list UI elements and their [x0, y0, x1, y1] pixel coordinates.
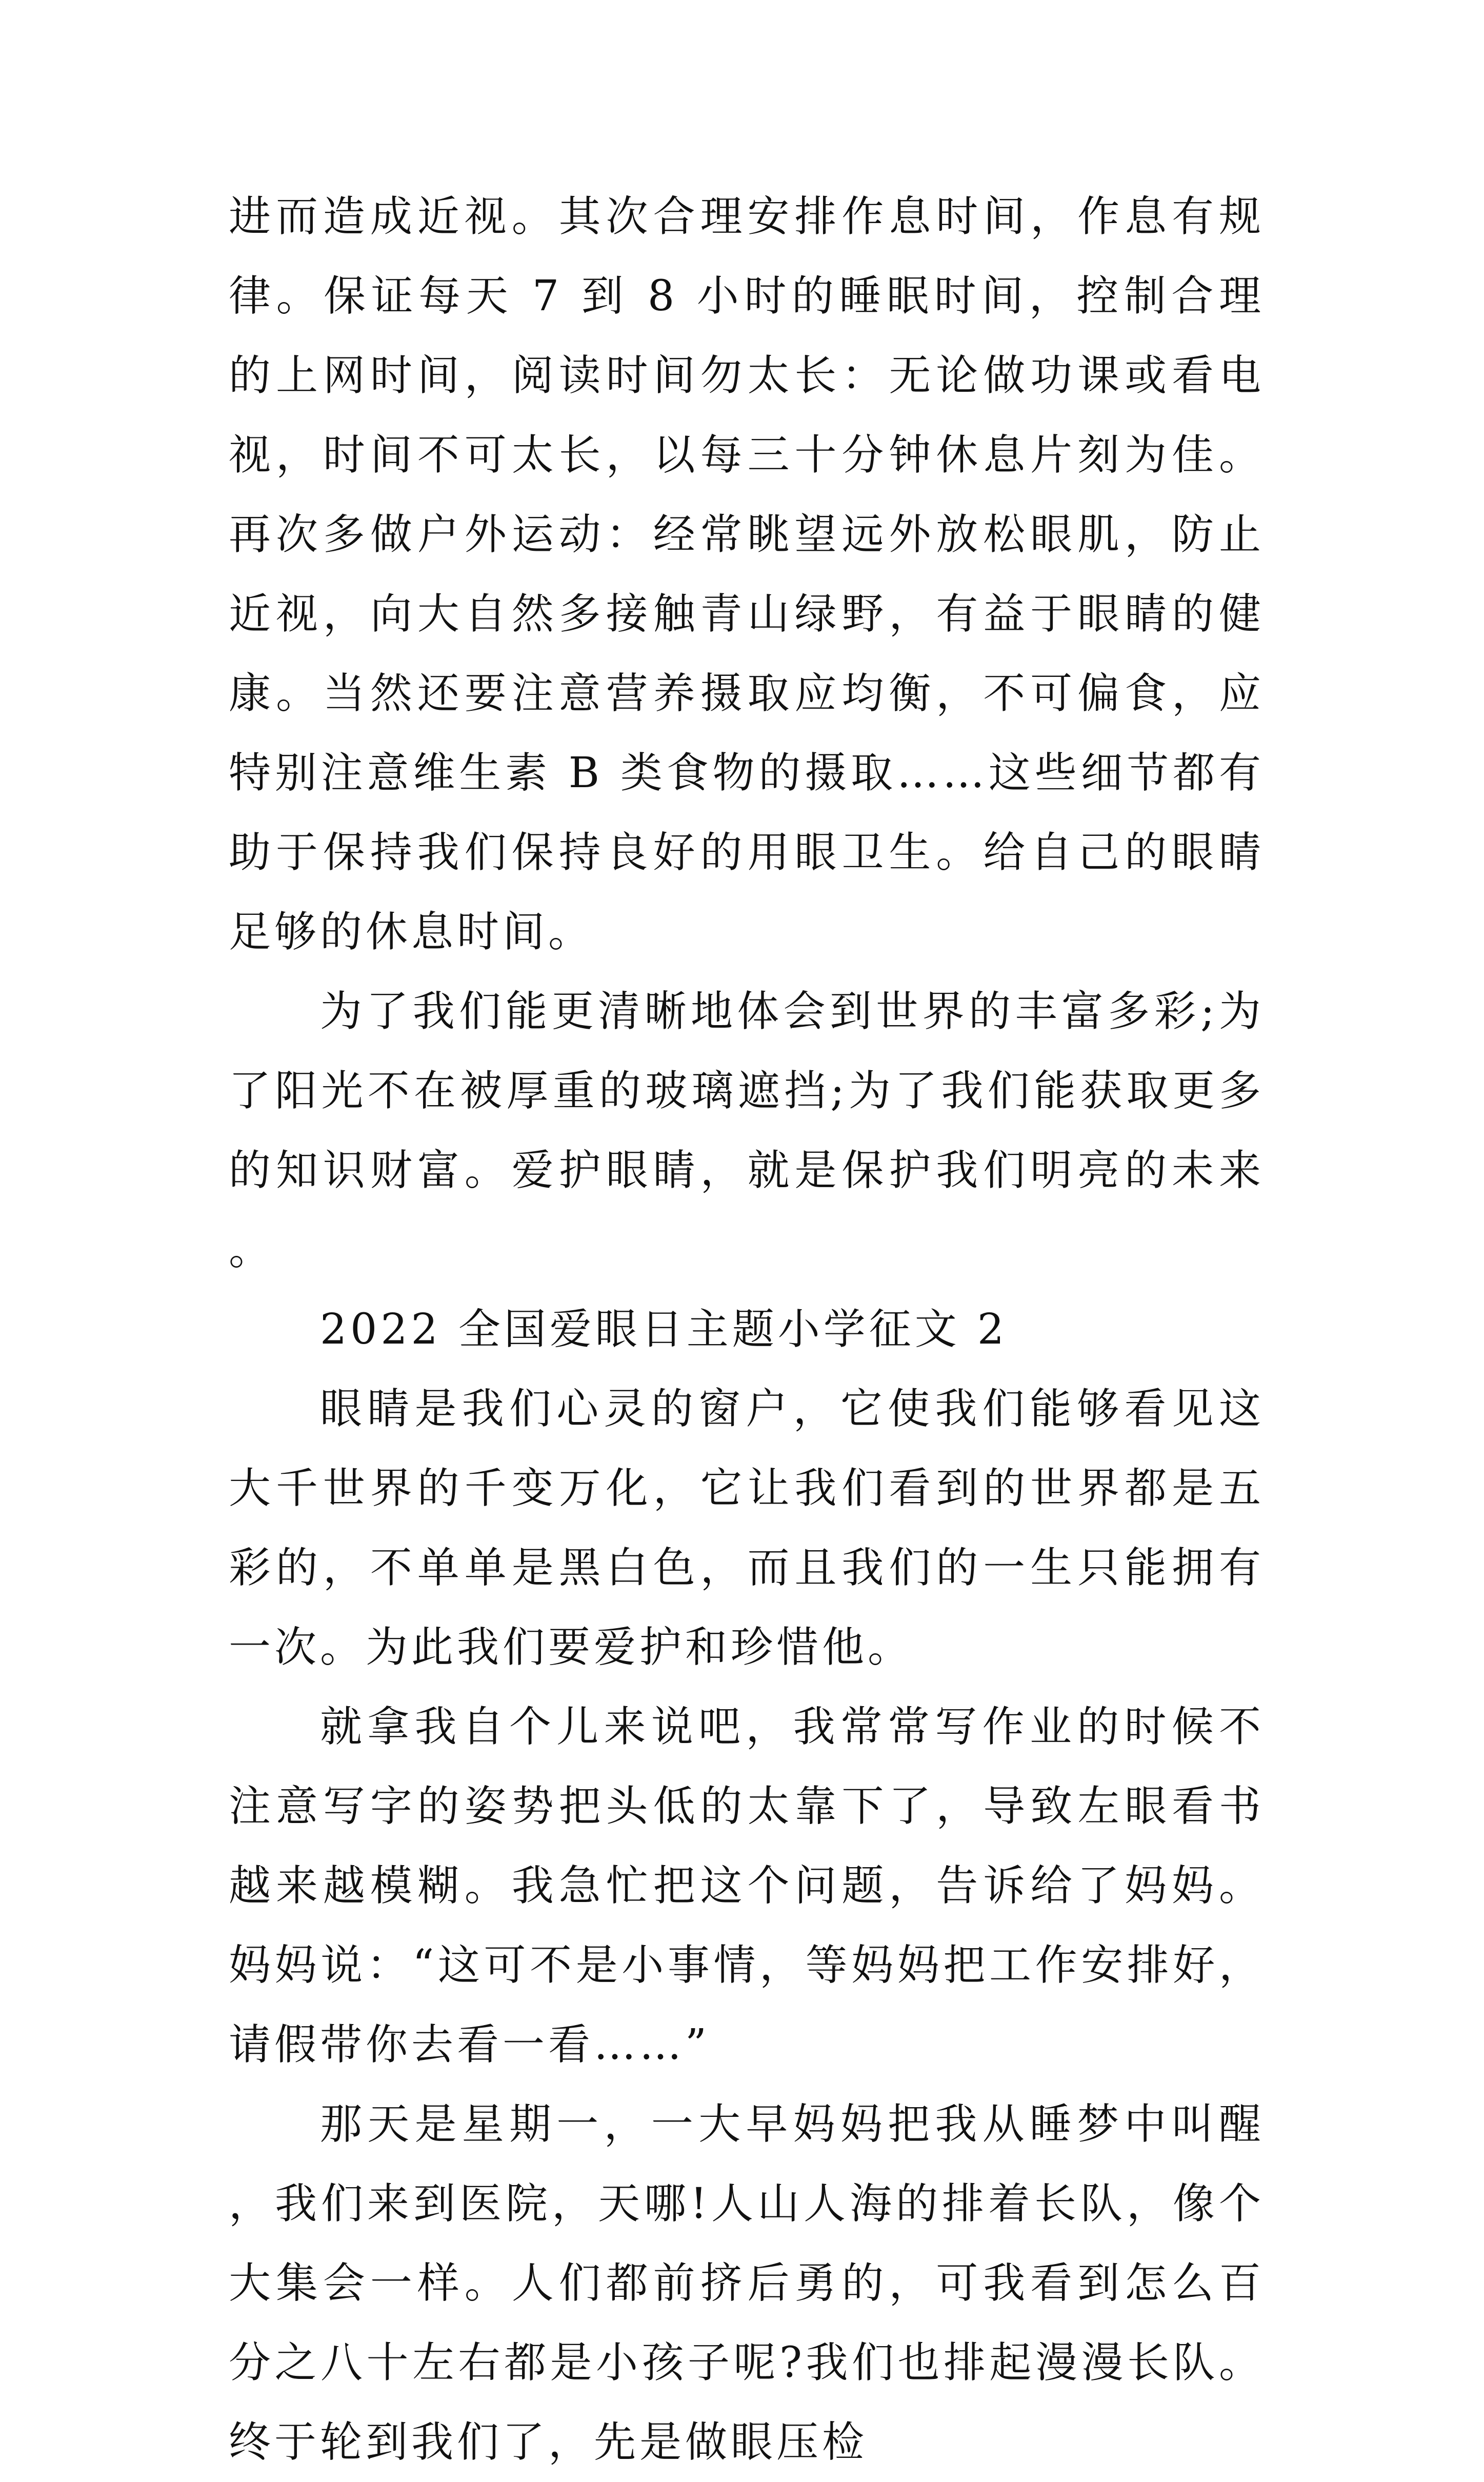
paragraph-intro: 眼睛是我们心灵的窗户，它使我们能够看见这大千世界的千变万化，它让我们看到的世界都是五彩的，不单单是黑白色，而且我们的一生只能拥有一次。为此我们要爱护和珍惜他。: [229, 1385, 1265, 1672]
section-heading: 2022 全国爱眼日主题小学征文 2: [320, 1305, 1008, 1354]
document-body: [229, 177, 1265, 2482]
paragraph-conclusion: 为了我们能更清晰地体会到世界的丰富多彩;为了阳光不在被厚重的玻璃遮挡;为了我们能获取更多的知识财富。爱护眼睛，就是保护我们明亮的未来。: [229, 987, 1265, 1274]
paragraph-story: 就拿我自个儿来说吧，我常常写作业的时候不注意写字的姿势把头低的太靠下了，导致左眼看书越来越模糊。我急忙把这个问题，告诉给了妈妈。妈妈说：“这可不是小事情，等妈妈把工作安排好，请假带你去看一看……”: [229, 1703, 1265, 2069]
paragraph-continuation: 进而造成近视。其次合理安排作息时间，作息有规律。保证每天 7 到 8 小时的睡眠时间，控制合理的上网时间，阅读时间勿太长：无论做功课或看电视，时间不可太长，以每三十分钟休息片刻为佳。再次多做户外运动：经常眺望远外放松眼肌，防止近视，向大自然多接触青山绿野，有益于眼睛的健康。当然还要注意营养摄取应均衡，不可偏食，应特别注意维生素 B 类食物的摄取……这些细节都有助于保持我们保持良好的用眼卫生。给自己的眼睛足够的休息时间。: [229, 192, 1265, 956]
paragraph-hospital: 那天是星期一，一大早妈妈把我从睡梦中叫醒，我们来到医院，天哪!人山人海的排着长队，像个大集会一样。人们都前挤后勇的，可我看到怎么百分之八十左右都是小孩子呢?我们也排起漫漫长队。终于轮到我们了，先是做眼压检: [229, 2100, 1265, 2467]
